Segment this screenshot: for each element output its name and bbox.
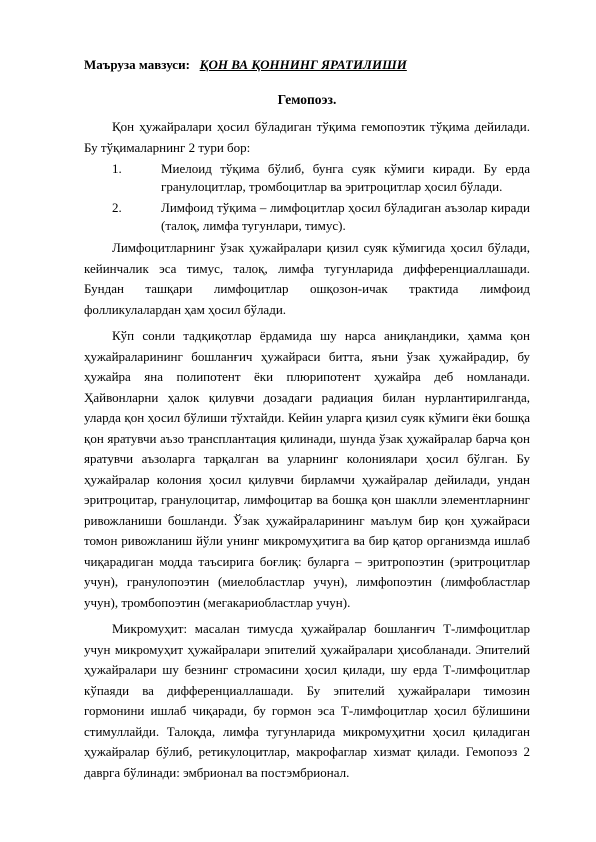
list-item bbox=[84, 199, 530, 235]
document-page bbox=[84, 56, 530, 783]
lecture-header bbox=[84, 56, 530, 73]
list-item bbox=[84, 160, 530, 196]
list-item-text: Лимфоид тўқима – лимфоцитлар ҳосил бўладиган аъзолар киради (талоқ, лимфа тугунлари, тимус). bbox=[161, 200, 530, 233]
list-item-number: 1. bbox=[112, 161, 122, 176]
lecture-topic-label: Маърузa мaвзуси: bbox=[84, 57, 190, 72]
tissue-types-list bbox=[84, 160, 530, 235]
list-item-text: Миелоид тўқима бўлиб, бунга суяк кўмиги киради. Бу ерда гранулоцитлар, тромбоцитлар ва эритроцитлар ҳосил бўлади. bbox=[161, 161, 530, 194]
section-title: Гемопоэз. bbox=[277, 92, 337, 107]
body-paragraph: Лимфоцитларнинг ўзак ҳужайралари қизил суяк кўмигида ҳосил бўлади, кейинчалик эса тимус, талоқ, лимфа тугунларида дифференциаллашади. Бундан ташқари лимфоцитлар ошқозон-ичак трактида лимфоид фолликулалардан ҳам ҳосил бўлади. bbox=[84, 240, 530, 317]
body-paragraph: Микромуҳит: масалан тимусда ҳужайралар бошланғич Т-лимфоцитлар учун микромуҳит ҳужайралари эпителий ҳужайралари ҳисобланади. Эпителий ҳужайралари шу безнинг стромасини ҳосил қилади, шу ерда Т-лимфоцитлар кўпаяди ва дифференциаллашади. Бу эпителий ҳужайралари тимозин гормонини ишлаб чиқаради, бу гормон эса Т-лимфоцитлар ҳосил бўлишини стимуллайди. Талоқда, лимфа тугунларида микромуҳитни ҳосил қиладиган ҳужайралар бўлиб, ретикулоцитлар, макрофаглар хизмат қилади. Гемопоэз 2 даврга бўлинади: эмбрионал ва постэмбрионал. bbox=[84, 621, 530, 780]
body-paragraph: Кўп сонли тадқиқотлар ёрдамида шу нарса аниқландики, ҳамма қон ҳужайраларининг бошланғич ҳужайраси битта, яъни ўзак ҳужайрадир, бу ҳужайра яна полипотент ёки плюрипотент ҳужайра деб номланади. Ҳайвонларни ҳалок қилувчи дозадаги радиация билан нурлантирилганда, уларда қон ҳосил бўлиши тўхтайди. Кейин уларга қизил суяк кўмиги ёки бошқа қон яратувчи аъзо трансплантация қилинади, шунда ўзак ҳужайралар барча қон яратувчи аъзоларга тарқалган ва уларнинг колониялари ҳосил бўлган. Бу ҳужайралар колония ҳосил қилувчи бирламчи ҳужайралар дейилади, ундан эритроцитар, гранулоцитар, лимфоцитар ва бошқа қон шаклли элементларнинг ривожланиши бошланди. Ўзак ҳужайраларининг маълум бир қон ҳужайраси томон ривожланиш йўли унинг микромуҳитига ва бир қатор организмда ишлаб чиқарадиган модда таъсирига боғлиқ: буларга – эритропоэтин (эритроцитлар учун), гранулопоэтин (миелобластлар учун), лимфопоэтин (лимфобластлар учун), тромбопоэтин (мегакариобластлар учун). bbox=[84, 328, 530, 610]
lecture-topic: ҚОН ВА ҚОННИНГ ЯРАТИЛИШИ bbox=[199, 57, 407, 72]
list-item-number: 2. bbox=[112, 200, 122, 215]
intro-paragraph: Қон ҳужайралари ҳосил бўладиган тўқима гемопоэтик тўқима дейилади. Бу тўқималарнинг 2 тури бор: bbox=[84, 119, 530, 155]
